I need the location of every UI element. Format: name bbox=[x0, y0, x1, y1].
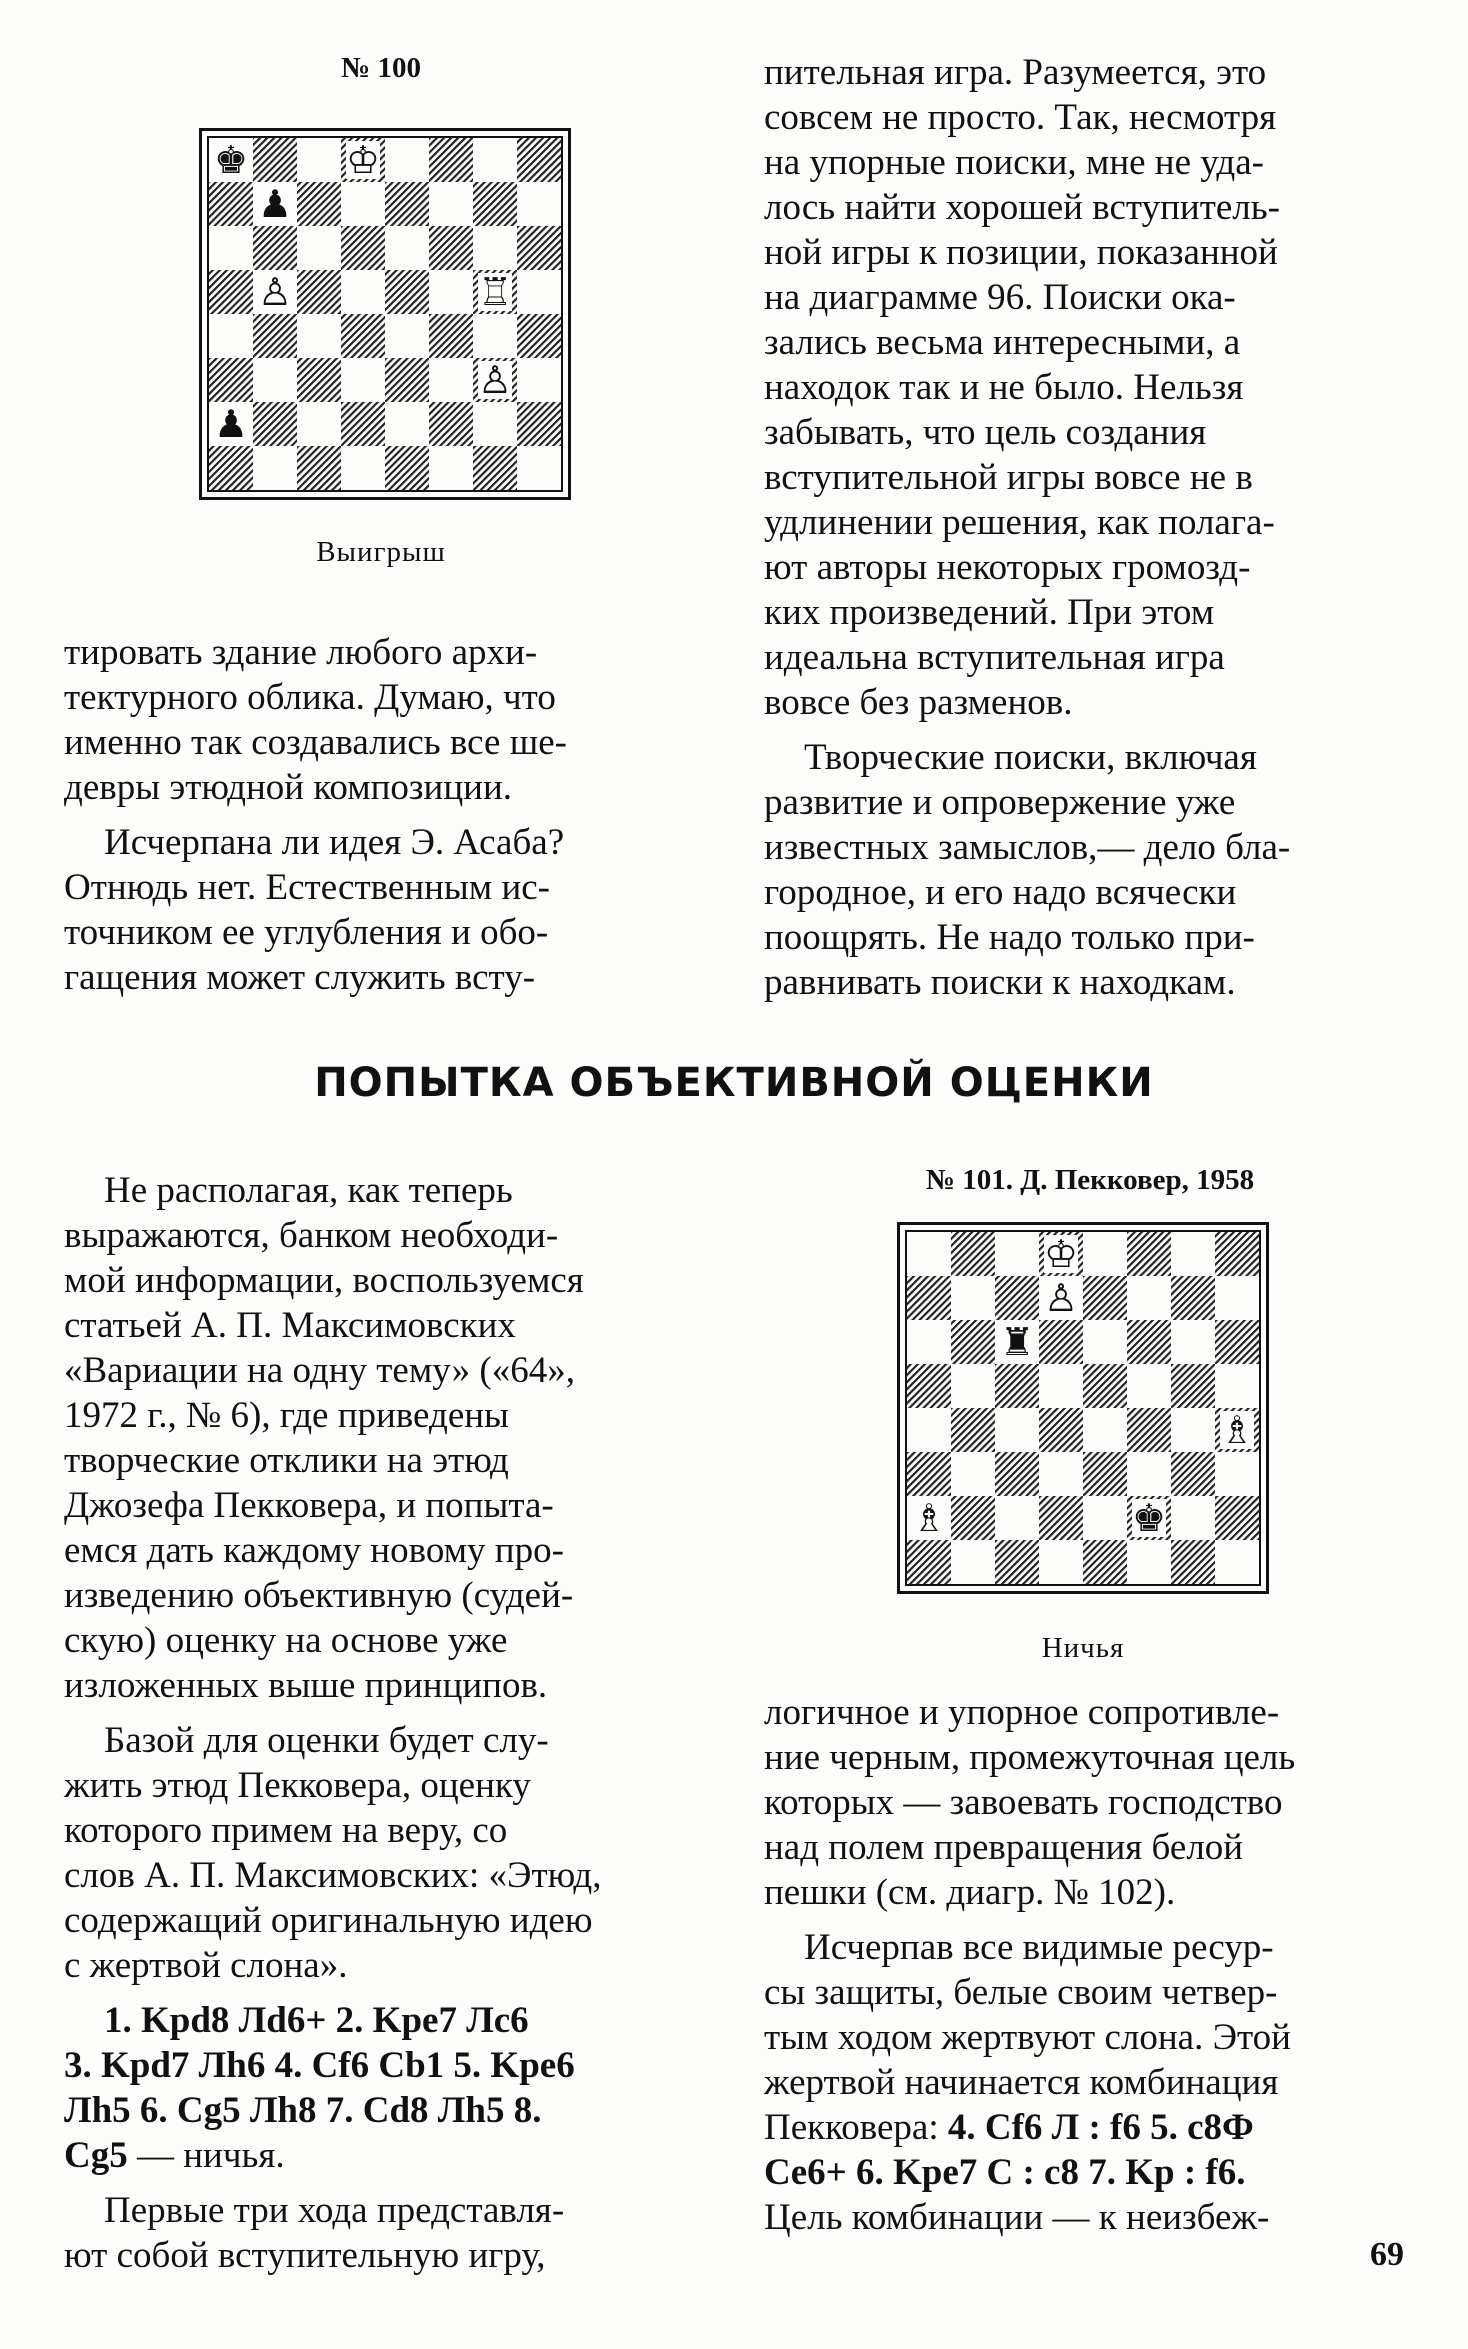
dark-square bbox=[385, 182, 429, 226]
line: на диаграмме 96. Поиски ока- bbox=[764, 277, 1236, 318]
chess-board-101-svg bbox=[907, 1232, 1259, 1584]
line: жертвой начинается комбинация bbox=[764, 2062, 1279, 2103]
line: мой информации, воспользуемся bbox=[64, 1260, 584, 1301]
paragraph-bottom-right-2 bbox=[764, 1925, 1410, 2240]
line: вступительной игры вовсе не в bbox=[764, 457, 1253, 498]
dark-square bbox=[907, 1276, 951, 1320]
white-pawn-icon: ♙ bbox=[1043, 1276, 1079, 1320]
dark-square bbox=[1083, 1540, 1127, 1584]
light-square bbox=[907, 1320, 951, 1364]
line: забывать, что цель создания bbox=[764, 412, 1207, 453]
light-square bbox=[473, 314, 517, 358]
dark-square bbox=[253, 402, 297, 446]
light-square bbox=[429, 270, 473, 314]
paragraph-top-right-1 bbox=[764, 50, 1410, 725]
dark-square bbox=[907, 1452, 951, 1496]
line: равнивать поиски к находкам. bbox=[764, 962, 1236, 1003]
light-square bbox=[1083, 1496, 1127, 1540]
diagram-101-title: № 101. Д. Пекковер, 1958 bbox=[925, 1164, 1255, 1196]
light-square bbox=[1127, 1364, 1171, 1408]
line: жить этюд Пекковера, оценку bbox=[64, 1765, 531, 1806]
line: Исчерпав все видимые ресур- bbox=[804, 1927, 1274, 1968]
light-square bbox=[1083, 1408, 1127, 1452]
move-text: 4. Cf6 Л : f6 5. c8Ф bbox=[947, 2107, 1254, 2148]
dark-square bbox=[1215, 1496, 1259, 1540]
line: статьей А. П. Максимовских bbox=[64, 1305, 516, 1346]
dark-square bbox=[209, 446, 253, 490]
line: творческие отклики на этюд bbox=[64, 1440, 509, 1481]
light-square bbox=[1171, 1408, 1215, 1452]
light-square bbox=[1127, 1276, 1171, 1320]
dark-square bbox=[951, 1320, 995, 1364]
top-right-column bbox=[764, 50, 1410, 1005]
white-bishop-icon: ♗ bbox=[1219, 1408, 1255, 1452]
light-square bbox=[297, 138, 341, 182]
light-square bbox=[1039, 1452, 1083, 1496]
dark-square bbox=[1171, 1364, 1215, 1408]
dark-square bbox=[1171, 1276, 1215, 1320]
line: слов А. П. Максимовских: «Этюд, bbox=[64, 1855, 602, 1896]
black-pawn-icon: ♟ bbox=[257, 182, 293, 226]
paragraph-bottom-right-1 bbox=[764, 1690, 1410, 1915]
light-square bbox=[951, 1540, 995, 1584]
dark-square bbox=[473, 446, 517, 490]
move-line: Лh5 6. Cg5 Лh8 7. Cd8 Лh5 8. bbox=[64, 2090, 542, 2131]
light-square bbox=[385, 314, 429, 358]
dark-square bbox=[1039, 1320, 1083, 1364]
light-square bbox=[1083, 1320, 1127, 1364]
light-square bbox=[1215, 1364, 1259, 1408]
light-square bbox=[951, 1452, 995, 1496]
black-pawn-icon: ♟ bbox=[213, 402, 249, 446]
line: сы защиты, белые своим четвер- bbox=[764, 1972, 1278, 2013]
light-square bbox=[341, 182, 385, 226]
paragraph-bottom-left-1 bbox=[64, 1168, 710, 1708]
paragraph-top-right-2 bbox=[764, 735, 1410, 1005]
light-square bbox=[907, 1232, 951, 1276]
line: выражаются, банком необходи- bbox=[64, 1215, 559, 1256]
page-number: 69 bbox=[1370, 2236, 1404, 2273]
light-square bbox=[995, 1496, 1039, 1540]
light-square bbox=[473, 226, 517, 270]
line: совсем не просто. Так, несмотря bbox=[764, 97, 1277, 138]
line: 1972 г., № 6), где приведены bbox=[64, 1395, 509, 1436]
move-text: Ce6+ 6. Kpe7 C : c8 7. Kp : f6. bbox=[764, 2152, 1246, 2193]
light-square bbox=[907, 1408, 951, 1452]
line: ют собой вступительную игру, bbox=[64, 2235, 546, 2276]
dark-square bbox=[995, 1452, 1039, 1496]
line: ких произведений. При этом bbox=[764, 592, 1215, 633]
dark-square bbox=[297, 270, 341, 314]
light-square bbox=[1215, 1540, 1259, 1584]
line: Не располагая, как теперь bbox=[104, 1170, 513, 1211]
line: которого примем на веру, со bbox=[64, 1810, 508, 1851]
dark-square bbox=[209, 358, 253, 402]
diagram-100-title: № 100 bbox=[341, 52, 421, 84]
line: емся дать каждому новому про- bbox=[64, 1530, 564, 1571]
white-pawn-icon: ♙ bbox=[257, 270, 293, 314]
dark-square bbox=[297, 358, 341, 402]
line: девры этюдной композиции. bbox=[64, 767, 512, 808]
paragraph-top-left-1 bbox=[64, 630, 710, 810]
dark-square bbox=[995, 1540, 1039, 1584]
line: тектурного облика. Думаю, что bbox=[64, 677, 556, 718]
white-bishop-icon: ♗ bbox=[911, 1496, 947, 1540]
dark-square bbox=[907, 1540, 951, 1584]
dark-square bbox=[1039, 1496, 1083, 1540]
dark-square bbox=[429, 226, 473, 270]
paragraph-bottom-left-3 bbox=[64, 2188, 710, 2278]
dark-square bbox=[341, 226, 385, 270]
line: логичное и упорное сопротивле- bbox=[764, 1692, 1280, 1733]
dark-square bbox=[1215, 1320, 1259, 1364]
dark-square bbox=[253, 226, 297, 270]
dark-square bbox=[951, 1232, 995, 1276]
line: Пекковера: bbox=[764, 2107, 948, 2148]
section-heading: ПОПЫТКА ОБЪЕКТИВНОЙ ОЦЕНКИ bbox=[314, 1060, 1154, 1106]
chess-board-101 bbox=[905, 1230, 1261, 1586]
dark-square bbox=[1215, 1232, 1259, 1276]
dark-square bbox=[209, 182, 253, 226]
dark-square bbox=[341, 402, 385, 446]
line: содержащий оригинальную идею bbox=[64, 1900, 593, 1941]
line: именно так создавались все ше- bbox=[64, 722, 567, 763]
light-square bbox=[385, 226, 429, 270]
light-square bbox=[385, 402, 429, 446]
dark-square bbox=[517, 402, 561, 446]
dark-square bbox=[517, 226, 561, 270]
dark-square bbox=[429, 314, 473, 358]
dark-square bbox=[341, 314, 385, 358]
dark-square bbox=[1127, 1320, 1171, 1364]
bottom-right-column bbox=[764, 1690, 1410, 2240]
line: Первые три хода представля- bbox=[104, 2190, 565, 2231]
light-square bbox=[429, 446, 473, 490]
line: вовсе без разменов. bbox=[764, 682, 1073, 723]
dark-square bbox=[1083, 1276, 1127, 1320]
dark-square bbox=[951, 1408, 995, 1452]
black-rook-icon: ♜ bbox=[999, 1320, 1035, 1364]
light-square bbox=[297, 314, 341, 358]
light-square bbox=[1039, 1540, 1083, 1584]
line: удлинении решения, как полага- bbox=[764, 502, 1275, 543]
dark-square bbox=[429, 402, 473, 446]
paragraph-moves bbox=[64, 1998, 710, 2178]
line: ние черным, промежуточная цель bbox=[764, 1737, 1296, 1778]
line: которых — завоевать господство bbox=[764, 1782, 1283, 1823]
dark-square bbox=[253, 314, 297, 358]
light-square bbox=[517, 182, 561, 226]
dark-square bbox=[907, 1364, 951, 1408]
dark-square bbox=[1039, 1408, 1083, 1452]
line: скую) оценку на основе уже bbox=[64, 1620, 508, 1661]
line: ют авторы некоторых громозд- bbox=[764, 547, 1251, 588]
dark-square bbox=[995, 1364, 1039, 1408]
dark-square bbox=[473, 182, 517, 226]
move-line: 3. Kpd7 Лh6 4. Cf6 Cb1 5. Kpe6 bbox=[64, 2045, 575, 2086]
dark-square bbox=[1171, 1540, 1215, 1584]
diagram-101-caption: Ничья bbox=[1041, 1632, 1125, 1664]
line: лось найти хорошей вступитель- bbox=[764, 187, 1280, 228]
dark-square bbox=[517, 138, 561, 182]
dark-square bbox=[517, 314, 561, 358]
dark-square bbox=[951, 1496, 995, 1540]
line: тировать здание любого архи- bbox=[64, 632, 538, 673]
dark-square bbox=[209, 270, 253, 314]
light-square bbox=[517, 446, 561, 490]
light-square bbox=[253, 446, 297, 490]
move-line: 1. Kpd8 Лd6+ 2. Kpe7 Лc6 bbox=[104, 2000, 529, 2041]
light-square bbox=[1215, 1276, 1259, 1320]
line: с жертвой слона». bbox=[64, 1945, 348, 1986]
dark-square bbox=[1083, 1364, 1127, 1408]
dark-square bbox=[253, 138, 297, 182]
light-square bbox=[473, 138, 517, 182]
move-line: Cg5 bbox=[64, 2135, 128, 2176]
diagram-100-frame bbox=[199, 128, 571, 500]
line: изложенных выше принципов. bbox=[64, 1665, 548, 1706]
dark-square bbox=[1127, 1232, 1171, 1276]
light-square bbox=[341, 270, 385, 314]
white-king-icon: ♔ bbox=[345, 138, 381, 182]
dark-square bbox=[297, 446, 341, 490]
chess-board-100-svg bbox=[209, 138, 561, 490]
line: городное, и его надо всячески bbox=[764, 872, 1237, 913]
white-rook-icon: ♖ bbox=[477, 270, 513, 314]
light-square bbox=[995, 1408, 1039, 1452]
black-king-icon: ♚ bbox=[1131, 1496, 1167, 1540]
light-square bbox=[951, 1364, 995, 1408]
light-square bbox=[517, 358, 561, 402]
line: Творческие поиски, включая bbox=[804, 737, 1257, 778]
chess-board-100 bbox=[207, 136, 563, 492]
black-king-icon: ♚ bbox=[213, 138, 249, 182]
light-square bbox=[473, 402, 517, 446]
paragraph-top-left-2 bbox=[64, 820, 710, 1000]
line: зались весьма интересными, а bbox=[764, 322, 1241, 363]
dark-square bbox=[385, 270, 429, 314]
dark-square bbox=[1083, 1452, 1127, 1496]
light-square bbox=[209, 226, 253, 270]
paragraph-bottom-left-2 bbox=[64, 1718, 710, 1988]
light-square bbox=[209, 314, 253, 358]
line: ной игры к позиции, показанной bbox=[764, 232, 1278, 273]
dark-square bbox=[429, 138, 473, 182]
line: Исчерпана ли идея Э. Асаба? bbox=[104, 822, 565, 863]
dark-square bbox=[1127, 1408, 1171, 1452]
light-square bbox=[341, 358, 385, 402]
dark-square bbox=[297, 182, 341, 226]
line: Отнюдь нет. Естественным ис- bbox=[64, 867, 550, 908]
line: пительная игра. Разумеется, это bbox=[764, 52, 1267, 93]
line: на упорные поиски, мне не уда- bbox=[764, 142, 1265, 183]
light-square bbox=[253, 358, 297, 402]
light-square bbox=[1171, 1496, 1215, 1540]
light-square bbox=[995, 1232, 1039, 1276]
line: пешки (см. диагр. № 102). bbox=[764, 1872, 1176, 1913]
line: «Вариации на одну тему» («64», bbox=[64, 1350, 576, 1391]
dark-square bbox=[385, 358, 429, 402]
line: Джозефа Пекковера, и попыта- bbox=[64, 1485, 554, 1526]
dark-square bbox=[1171, 1452, 1215, 1496]
top-left-column bbox=[64, 630, 710, 1000]
light-square bbox=[517, 270, 561, 314]
diagram-100-caption: Выигрыш bbox=[316, 536, 446, 568]
line: идеальна вступительная игра bbox=[764, 637, 1225, 678]
white-pawn-icon: ♙ bbox=[477, 358, 513, 402]
light-square bbox=[429, 358, 473, 402]
line: изведению объективную (судей- bbox=[64, 1575, 574, 1616]
light-square bbox=[385, 138, 429, 182]
line: развитие и опровержение уже bbox=[764, 782, 1236, 823]
bottom-left-column bbox=[64, 1168, 710, 2278]
light-square bbox=[1171, 1320, 1215, 1364]
light-square bbox=[341, 446, 385, 490]
line: точником ее углубления и обо- bbox=[64, 912, 549, 953]
light-square bbox=[297, 226, 341, 270]
dark-square bbox=[385, 446, 429, 490]
line: Базой для оценки будет слу- bbox=[104, 1720, 549, 1761]
diagram-101-frame bbox=[897, 1222, 1269, 1594]
line: гащения может служить всту- bbox=[64, 957, 536, 998]
white-king-icon: ♔ bbox=[1043, 1232, 1079, 1276]
move-result: — ничья. bbox=[127, 2135, 285, 2176]
line: поощрять. Не надо только при- bbox=[764, 917, 1255, 958]
light-square bbox=[951, 1276, 995, 1320]
line: Цель комбинации — к неизбеж- bbox=[764, 2197, 1270, 2238]
light-square bbox=[1171, 1232, 1215, 1276]
light-square bbox=[429, 182, 473, 226]
light-square bbox=[297, 402, 341, 446]
line: над полем превращения белой bbox=[764, 1827, 1244, 1868]
line: находок так и не было. Нельзя bbox=[764, 367, 1244, 408]
light-square bbox=[1127, 1540, 1171, 1584]
light-square bbox=[1215, 1452, 1259, 1496]
line: известных замыслов,— дело бла- bbox=[764, 827, 1291, 868]
light-square bbox=[1083, 1232, 1127, 1276]
line: тым ходом жертвуют слона. Этой bbox=[764, 2017, 1291, 2058]
light-square bbox=[1039, 1364, 1083, 1408]
dark-square bbox=[995, 1276, 1039, 1320]
light-square bbox=[1127, 1452, 1171, 1496]
